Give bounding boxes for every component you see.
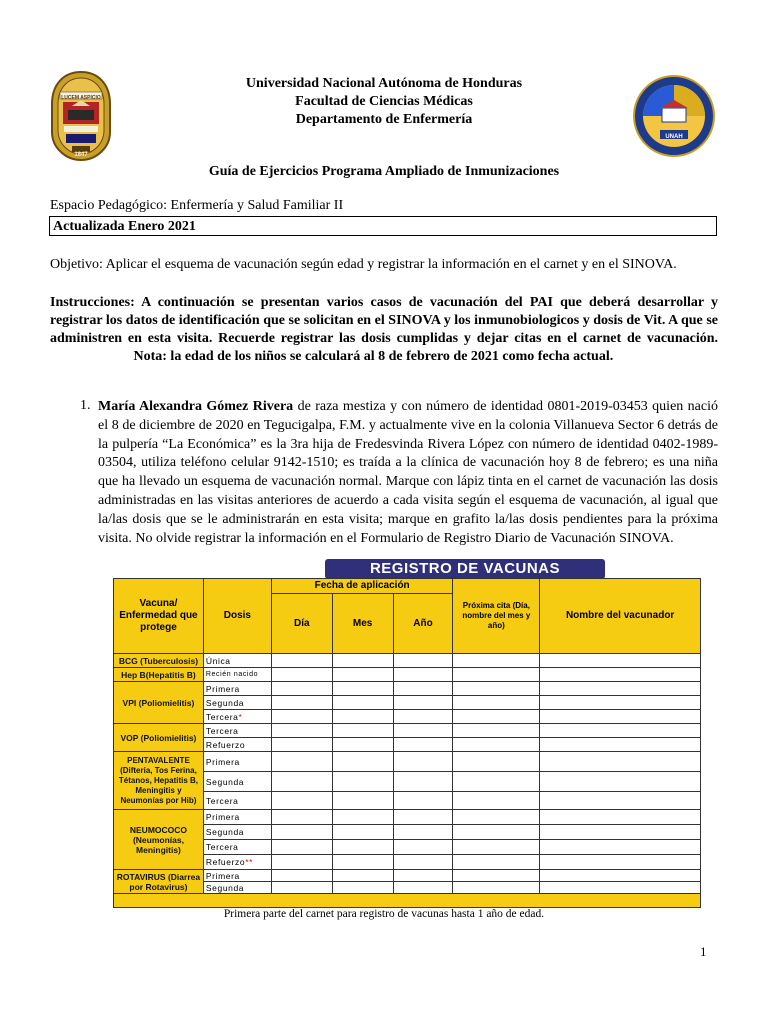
- cell-penta1-vaccinator[interactable]: [540, 752, 701, 772]
- dose-neumo-booster-label: Refuerzo: [205, 857, 246, 867]
- cell-bcg-month[interactable]: [332, 654, 393, 668]
- cell-vpi1-next[interactable]: [453, 682, 540, 696]
- vaccine-bcg: BCG (Tuberculosis): [114, 654, 204, 668]
- cell-rota1-next[interactable]: [453, 870, 540, 882]
- cell-rota2-month[interactable]: [332, 882, 393, 894]
- cell-vpi3-month[interactable]: [332, 710, 393, 724]
- patient-name: María Alexandra Gómez Rivera: [98, 399, 294, 414]
- dose-vop-booster: Refuerzo: [203, 738, 271, 752]
- cell-vopr-month[interactable]: [332, 738, 393, 752]
- cell-penta2-year[interactable]: [393, 772, 453, 792]
- seal-year: 1847: [74, 152, 88, 158]
- cell-rota2-day[interactable]: [271, 882, 332, 894]
- cell-hepb-month[interactable]: [332, 668, 393, 682]
- cell-vopr-vaccinator[interactable]: [540, 738, 701, 752]
- cell-vpi3-next[interactable]: [453, 710, 540, 724]
- dose-vpi-2: Segunda: [203, 696, 271, 710]
- cell-vpi1-year[interactable]: [393, 682, 453, 696]
- cell-vop3-vaccinator[interactable]: [540, 724, 701, 738]
- university-name: Universidad Nacional Autónoma de Honduras: [245, 76, 523, 91]
- cell-rota1-year[interactable]: [393, 870, 453, 882]
- dose-neumo-booster: [203, 855, 271, 870]
- cell-neumor-next[interactable]: [453, 855, 540, 870]
- header-dose: Dosis: [203, 579, 271, 654]
- cell-neumo3-year[interactable]: [393, 840, 453, 855]
- cell-rota1-month[interactable]: [332, 870, 393, 882]
- cell-vop3-day[interactable]: [271, 724, 332, 738]
- cell-rota2-vaccinator[interactable]: [540, 882, 701, 894]
- cell-neumo2-vaccinator[interactable]: [540, 825, 701, 840]
- dose-rota-1: Primera: [203, 870, 271, 882]
- cell-neumo2-next[interactable]: [453, 825, 540, 840]
- vaccination-card: [113, 578, 701, 908]
- cell-vpi3-vaccinator[interactable]: [540, 710, 701, 724]
- header-vaccinator: Nombre del vacunador: [540, 579, 701, 654]
- cell-bcg-day[interactable]: [271, 654, 332, 668]
- cell-neumo1-year[interactable]: [393, 810, 453, 825]
- cell-hepb-year[interactable]: [393, 668, 453, 682]
- vaccine-pentavalente: PENTAVALENTE (Difteria, Tos Ferina, Tétanos, Hepatitis B, Meningitis y Neumonías por Hib): [114, 752, 204, 810]
- dose-bcg-unica: Única: [203, 654, 271, 668]
- case-paragraph: [98, 398, 718, 548]
- vaccine-hepb: Hep B(Hepatitis B): [114, 668, 204, 682]
- cell-rota1-vaccinator[interactable]: [540, 870, 701, 882]
- cell-neumor-vaccinator[interactable]: [540, 855, 701, 870]
- cell-penta3-day[interactable]: [271, 792, 332, 810]
- cell-vpi1-month[interactable]: [332, 682, 393, 696]
- case-number: 1.: [80, 398, 91, 413]
- header-next-visit: Próxima cita (Día, nombre del mes y año): [453, 579, 540, 654]
- cell-hepb-day[interactable]: [271, 668, 332, 682]
- cell-neumo3-vaccinator[interactable]: [540, 840, 701, 855]
- cell-neumo1-next[interactable]: [453, 810, 540, 825]
- cell-neumo1-vaccinator[interactable]: [540, 810, 701, 825]
- vaccine-neumococo: NEUMOCOCO (Neumonías, Meningitis): [114, 810, 204, 870]
- cell-vpi2-vaccinator[interactable]: [540, 696, 701, 710]
- header-vaccine: Vacuna/ Enfermedad que protege: [114, 579, 204, 654]
- guide-title: Guía de Ejercicios Programa Ampliado de Inmunizaciones: [208, 164, 560, 179]
- pedagogical-space: Espacio Pedagógico: Enfermería y Salud Familiar II: [50, 198, 344, 213]
- vaccine-vpi: VPI (Poliomielitis): [114, 682, 204, 724]
- cell-vop3-month[interactable]: [332, 724, 393, 738]
- cell-neumor-day[interactable]: [271, 855, 332, 870]
- cell-vpi3-year[interactable]: [393, 710, 453, 724]
- faculty-seal-logo: [50, 70, 112, 162]
- case-description: de raza mestiza y con número de identidad 0801-2019-03453 quien nació el 8 de diciembre de 2020 en Tegucigalpa, F.M. y actualmente vive en la colonia Villanueva Sector 6 detrás de la pulpería “La Económica” es la 3ra hija de Fredesvinda Rivera López con número de identidad 0402-1989-03504, utiliza teléfono celular 9142-1510; es traída a la clínica de vacunación hoy 8 de febrero; es una niña que ha llevado un esquema de vacunación normal. Marque con lápiz tinta en el carnet de vacunación las dosis administradas en las visitas anteriores de acuerdo a cada visita según el esquema de vacunación, al igual que la/las dosis que se le administrarán en esta visita; marque en grafito la/las dosis pendientes para la próxima visita. No olvide registrar la información en el Formulario de Registro Diario de Vacunación SINOVA.: [98, 399, 719, 546]
- cell-neumo1-month[interactable]: [332, 810, 393, 825]
- vaccine-rotavirus: ROTAVIRUS (Diarrea por Rotavirus): [114, 870, 204, 894]
- dose-vpi-3: [203, 710, 271, 724]
- cell-neumo3-next[interactable]: [453, 840, 540, 855]
- cell-bcg-vaccinator[interactable]: [540, 654, 701, 668]
- cell-neumor-year[interactable]: [393, 855, 453, 870]
- cell-neumo2-day[interactable]: [271, 825, 332, 840]
- cell-penta3-vaccinator[interactable]: [540, 792, 701, 810]
- card-caption: Primera parte del carnet para registro de vacunas hasta 1 año de edad.: [223, 908, 545, 920]
- department-name: Departamento de Enfermería: [295, 112, 473, 127]
- cell-penta2-vaccinator[interactable]: [540, 772, 701, 792]
- cell-rota2-next[interactable]: [453, 882, 540, 894]
- dose-neumo-2: Segunda: [203, 825, 271, 840]
- cell-neumo2-year[interactable]: [393, 825, 453, 840]
- header-date-group: Fecha de aplicación: [271, 579, 453, 594]
- instructions-paragraph: [50, 294, 718, 366]
- cell-neumo3-day[interactable]: [271, 840, 332, 855]
- cell-neumor-month[interactable]: [332, 855, 393, 870]
- cell-bcg-year[interactable]: [393, 654, 453, 668]
- cell-vopr-day[interactable]: [271, 738, 332, 752]
- dose-rota-2: Segunda: [203, 882, 271, 894]
- cell-rota2-year[interactable]: [393, 882, 453, 894]
- cell-vpi2-month[interactable]: [332, 696, 393, 710]
- cell-hepb-vaccinator[interactable]: [540, 668, 701, 682]
- objective-paragraph: Objetivo: Aplicar el esquema de vacunación según edad y registrar la información en el carnet y en el SINOVA.: [50, 257, 677, 272]
- cell-neumo2-month[interactable]: [332, 825, 393, 840]
- cell-bcg-next[interactable]: [453, 654, 540, 668]
- cell-penta3-year[interactable]: [393, 792, 453, 810]
- cell-penta2-next[interactable]: [453, 772, 540, 792]
- cell-neumo3-month[interactable]: [332, 840, 393, 855]
- dose-penta-1: Primera: [203, 752, 271, 772]
- cell-rota1-day[interactable]: [271, 870, 332, 882]
- double-asterisk-mark: **: [245, 857, 254, 867]
- seal-motto: LUCEM ASPICIO: [61, 95, 101, 101]
- vaccine-vop: VOP (Poliomielitis): [114, 724, 204, 752]
- cell-vop3-year[interactable]: [393, 724, 453, 738]
- dose-neumo-3: Tercera: [203, 840, 271, 855]
- updated-date-box: Actualizada Enero 2021: [49, 216, 717, 236]
- dose-penta-3: Tercera: [203, 792, 271, 810]
- page-number: 1: [700, 944, 707, 959]
- cell-vpi2-year[interactable]: [393, 696, 453, 710]
- cell-vpi1-day[interactable]: [271, 682, 332, 696]
- instructions-text: Instrucciones: A continuación se presentan varios casos de vacunación del PAI que deberá desarrollar y registrar los datos de identificación que se solicitan en el SINOVA y los inmunobiologicos y dosis de Vit. A que se administren en esta visita. Recuerde registrar las dosis cumplidas y dejar citas en el carnet de vacunación.: [50, 295, 718, 346]
- cell-penta3-next[interactable]: [453, 792, 540, 810]
- vaccine-table: [113, 578, 701, 894]
- faculty-name: Facultad de Ciencias Médicas: [295, 94, 473, 109]
- cell-penta1-year[interactable]: [393, 752, 453, 772]
- cell-penta1-day[interactable]: [271, 752, 332, 772]
- cell-vpi2-day[interactable]: [271, 696, 332, 710]
- dose-hepb-newborn: Recién nacido: [203, 668, 271, 682]
- cell-vopr-next[interactable]: [453, 738, 540, 752]
- cell-penta2-day[interactable]: [271, 772, 332, 792]
- cell-vpi1-vaccinator[interactable]: [540, 682, 701, 696]
- card-banner: REGISTRO DE VACUNAS: [325, 559, 605, 579]
- cell-penta2-month[interactable]: [332, 772, 393, 792]
- dose-vpi-1: Primera: [203, 682, 271, 696]
- cell-penta1-next[interactable]: [453, 752, 540, 772]
- cell-vpi2-next[interactable]: [453, 696, 540, 710]
- header-day: Día: [271, 594, 332, 654]
- cell-penta1-month[interactable]: [332, 752, 393, 772]
- unah-logo-label: UNAH: [665, 134, 683, 140]
- asterisk-mark: *: [238, 711, 243, 722]
- dose-penta-2: Segunda: [203, 772, 271, 792]
- cell-hepb-next[interactable]: [453, 668, 540, 682]
- dose-vpi-3-label: Tercera: [205, 711, 239, 722]
- cell-vopr-year[interactable]: [393, 738, 453, 752]
- dose-vop-3: Tercera: [203, 724, 271, 738]
- note-text: Nota: la edad de los niños se calculará al 8 de febrero de 2021 como fecha actual.: [133, 349, 614, 364]
- cell-neumo1-day[interactable]: [271, 810, 332, 825]
- dose-neumo-1: Primera: [203, 810, 271, 825]
- header-month: Mes: [332, 594, 393, 654]
- cell-penta3-month[interactable]: [332, 792, 393, 810]
- header-year: Año: [393, 594, 453, 654]
- cell-vpi3-day[interactable]: [271, 710, 332, 724]
- cell-vop3-next[interactable]: [453, 724, 540, 738]
